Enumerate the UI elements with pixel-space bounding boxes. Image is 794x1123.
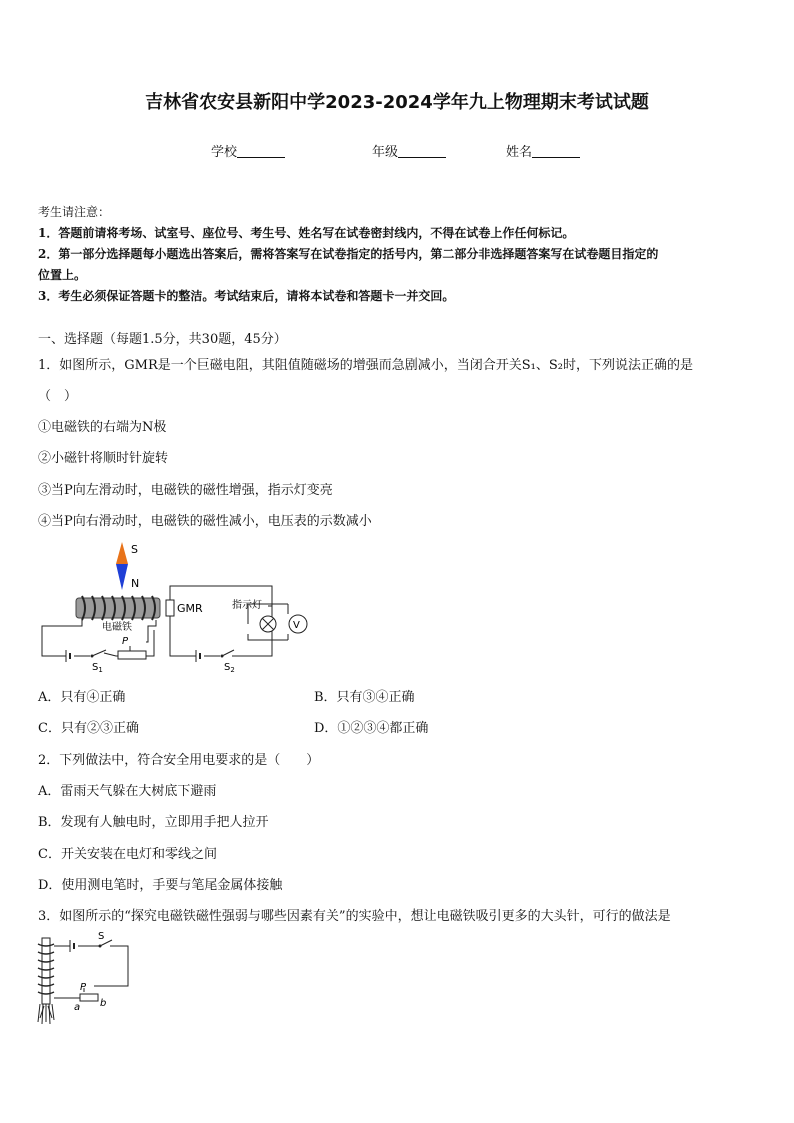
name-blank <box>532 145 580 158</box>
q1-stem-bracket: （ ） <box>38 389 78 404</box>
q2-option-a[interactable]: A．雷雨天气躲在大树底下避雨 <box>38 784 217 799</box>
voltmeter-label: V <box>293 620 300 631</box>
q1-option-c[interactable]: C．只有②③正确 <box>38 721 139 736</box>
notice-heading: 考生请注意： <box>38 205 111 219</box>
school-blank <box>237 145 285 158</box>
q2-option-c[interactable]: C．开关安装在电灯和零线之间 <box>38 847 217 862</box>
compass-label-n: N <box>131 577 140 590</box>
slider-p-label: P <box>122 636 129 647</box>
notice-item-2: 2．第一部分选择题每小题选出答案后，需将答案写在试卷指定的括号内，第二部分非选择题答案写在试卷题目指定的 <box>38 247 659 261</box>
notice-item-2-cont: 位置上。 <box>38 268 87 282</box>
school-label: 学校 <box>211 145 238 160</box>
lamp-label: 指示灯 <box>232 600 262 611</box>
pins <box>38 1004 54 1024</box>
q1-option-d[interactable]: D．①②③④都正确 <box>314 721 429 736</box>
q3-switch-label: S <box>98 931 105 942</box>
electromagnet-core <box>76 598 160 618</box>
name-field <box>506 141 580 160</box>
switch-s2-label: $S_2$ <box>224 662 235 674</box>
q3-wires <box>54 946 128 998</box>
grade-blank <box>398 145 446 158</box>
q3-label-a: a <box>74 1002 81 1013</box>
notice-item-3: 3．考生必须保证答题卡的整洁。考试结束后，请将本试卷和答题卡一并交回。 <box>38 289 455 303</box>
q1-statement-3: ③当P向左滑动时，电磁铁的磁性增强，指示灯变亮 <box>38 483 333 498</box>
q3-label-b: b <box>100 998 107 1009</box>
q2-option-d[interactable]: D．使用测电笔时，手要与笔尾金属体接触 <box>38 878 283 893</box>
school-field <box>211 141 285 160</box>
switch-s1-lever <box>92 650 106 656</box>
q3-battery <box>70 940 74 952</box>
name-label: 姓名 <box>506 145 533 160</box>
q1-option-b[interactable]: B．只有③④正确 <box>314 690 415 705</box>
q1-statement-4: ④当P向右滑动时，电磁铁的磁性减小，电压表的示数减小 <box>38 514 372 529</box>
compass-label-s: S <box>131 543 138 556</box>
q1-statement-2: ②小磁针将顺时针旋转 <box>38 451 169 466</box>
q2-option-b[interactable]: B．发现有人触电时，立即用手把人拉开 <box>38 815 269 830</box>
compass-needle-n <box>116 564 128 590</box>
grade-label: 年级 <box>372 145 399 160</box>
q3-rheostat <box>80 994 98 1001</box>
electromagnet-label: 电磁铁 <box>102 622 132 633</box>
q1-circuit-figure <box>36 538 326 678</box>
q1-stem: 1．如图所示，GMR是一个巨磁电阻，其阻值随磁场的增强而急剧减小，当闭合开关S₁、S₂时，下列说法正确的是 <box>38 358 693 373</box>
q2-stem: 2．下列做法中，符合安全用电要求的是（ ） <box>38 753 320 768</box>
rheostat <box>118 651 146 659</box>
q3-stem: 3．如图所示的“探究电磁铁磁性强弱与哪些因素有关”的实验中，想让电磁铁吸引更多的大头针，可行的做法是 <box>38 909 671 924</box>
switch-s2-lever <box>222 650 234 656</box>
switch-s1-label: $S_1$ <box>92 662 103 674</box>
page-title: 吉林省农安县新阳中学2023-2024学年九上物理期末考试试题 <box>145 92 649 113</box>
q1-option-a[interactable]: A．只有④正确 <box>38 690 126 705</box>
battery-1 <box>66 650 70 662</box>
battery-2 <box>196 650 200 662</box>
q3-circuit-figure <box>34 930 144 1030</box>
gmr-label: GMR <box>177 602 203 615</box>
section-heading: 一、选择题（每题1.5分，共30题，45分） <box>38 332 287 347</box>
q3-slider-label: P <box>80 982 87 993</box>
grade-field <box>372 141 446 160</box>
q1-statement-1: ①电磁铁的右端为N极 <box>38 420 167 435</box>
gmr-resistor <box>166 600 174 616</box>
compass-needle-s <box>116 542 128 564</box>
notice-item-1: 1．答题前请将考场、试室号、座位号、考生号、姓名写在试卷密封线内，不得在试卷上作任何标记。 <box>38 226 575 240</box>
